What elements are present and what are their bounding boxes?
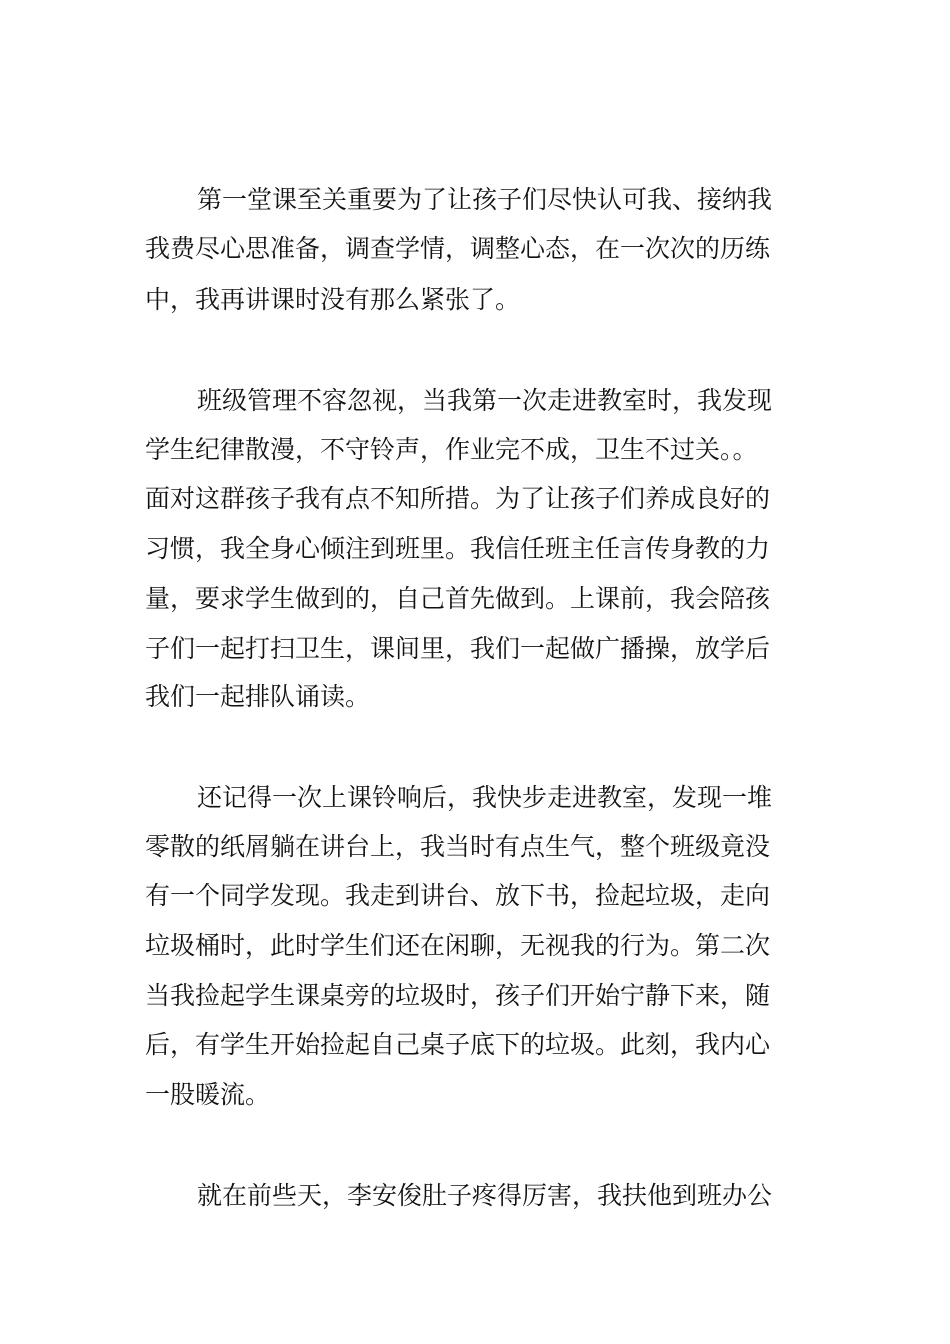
text-line: 面对这群孩子我有点不知所措。为了让孩子们养成良好的 — [145, 484, 771, 513]
text-line: 学生纪律散漫，不守铃声，作业完不成，卫生不过关。。 — [145, 435, 758, 464]
text-line: 中，我再讲课时没有那么紧张了。 — [145, 285, 521, 314]
text-line: 班级管理不容忽视，当我第一次走进教室时，我发现 — [197, 386, 773, 415]
text-line: 习惯，我全身心倾注到班里。我信任班主任言传身教的力 — [145, 534, 771, 563]
text-line: 零散的纸屑躺在讲台上，我当时有点生气，整个班级竟没 — [145, 832, 771, 861]
text-line: 量，要求学生做到的，自己首先做到。上课前，我会陪孩 — [145, 584, 771, 613]
text-line: 子们一起打扫卫生，课间里，我们一起做广播操，放学后 — [145, 634, 771, 663]
text-line: 有一个同学发现。我走到讲台、放下书，捡起垃圾，走向 — [145, 881, 771, 910]
text-line: 第一堂课至关重要为了让孩子们尽快认可我、接纳我 — [197, 185, 773, 214]
text-line: 一股暖流。 — [145, 1080, 271, 1109]
text-line: 垃圾桶时，此时学生们还在闲聊，无视我的行为。第二次 — [145, 931, 771, 960]
text-line: 当我捡起学生课桌旁的垃圾时，孩子们开始宁静下来，随 — [145, 981, 771, 1010]
text-line: 我费尽心思准备，调查学情，调整心态，在一次次的历练 — [145, 234, 771, 263]
text-line: 还记得一次上课铃响后，我快步走进教室，发现一堆 — [197, 783, 773, 812]
text-line: 就在前些天，李安俊肚子疼得厉害，我扶他到班办公 — [197, 1181, 773, 1210]
text-line: 我们一起排队诵读。 — [145, 682, 371, 711]
text-line: 后，有学生开始捡起自己桌子底下的垃圾。此刻，我内心 — [145, 1030, 771, 1059]
